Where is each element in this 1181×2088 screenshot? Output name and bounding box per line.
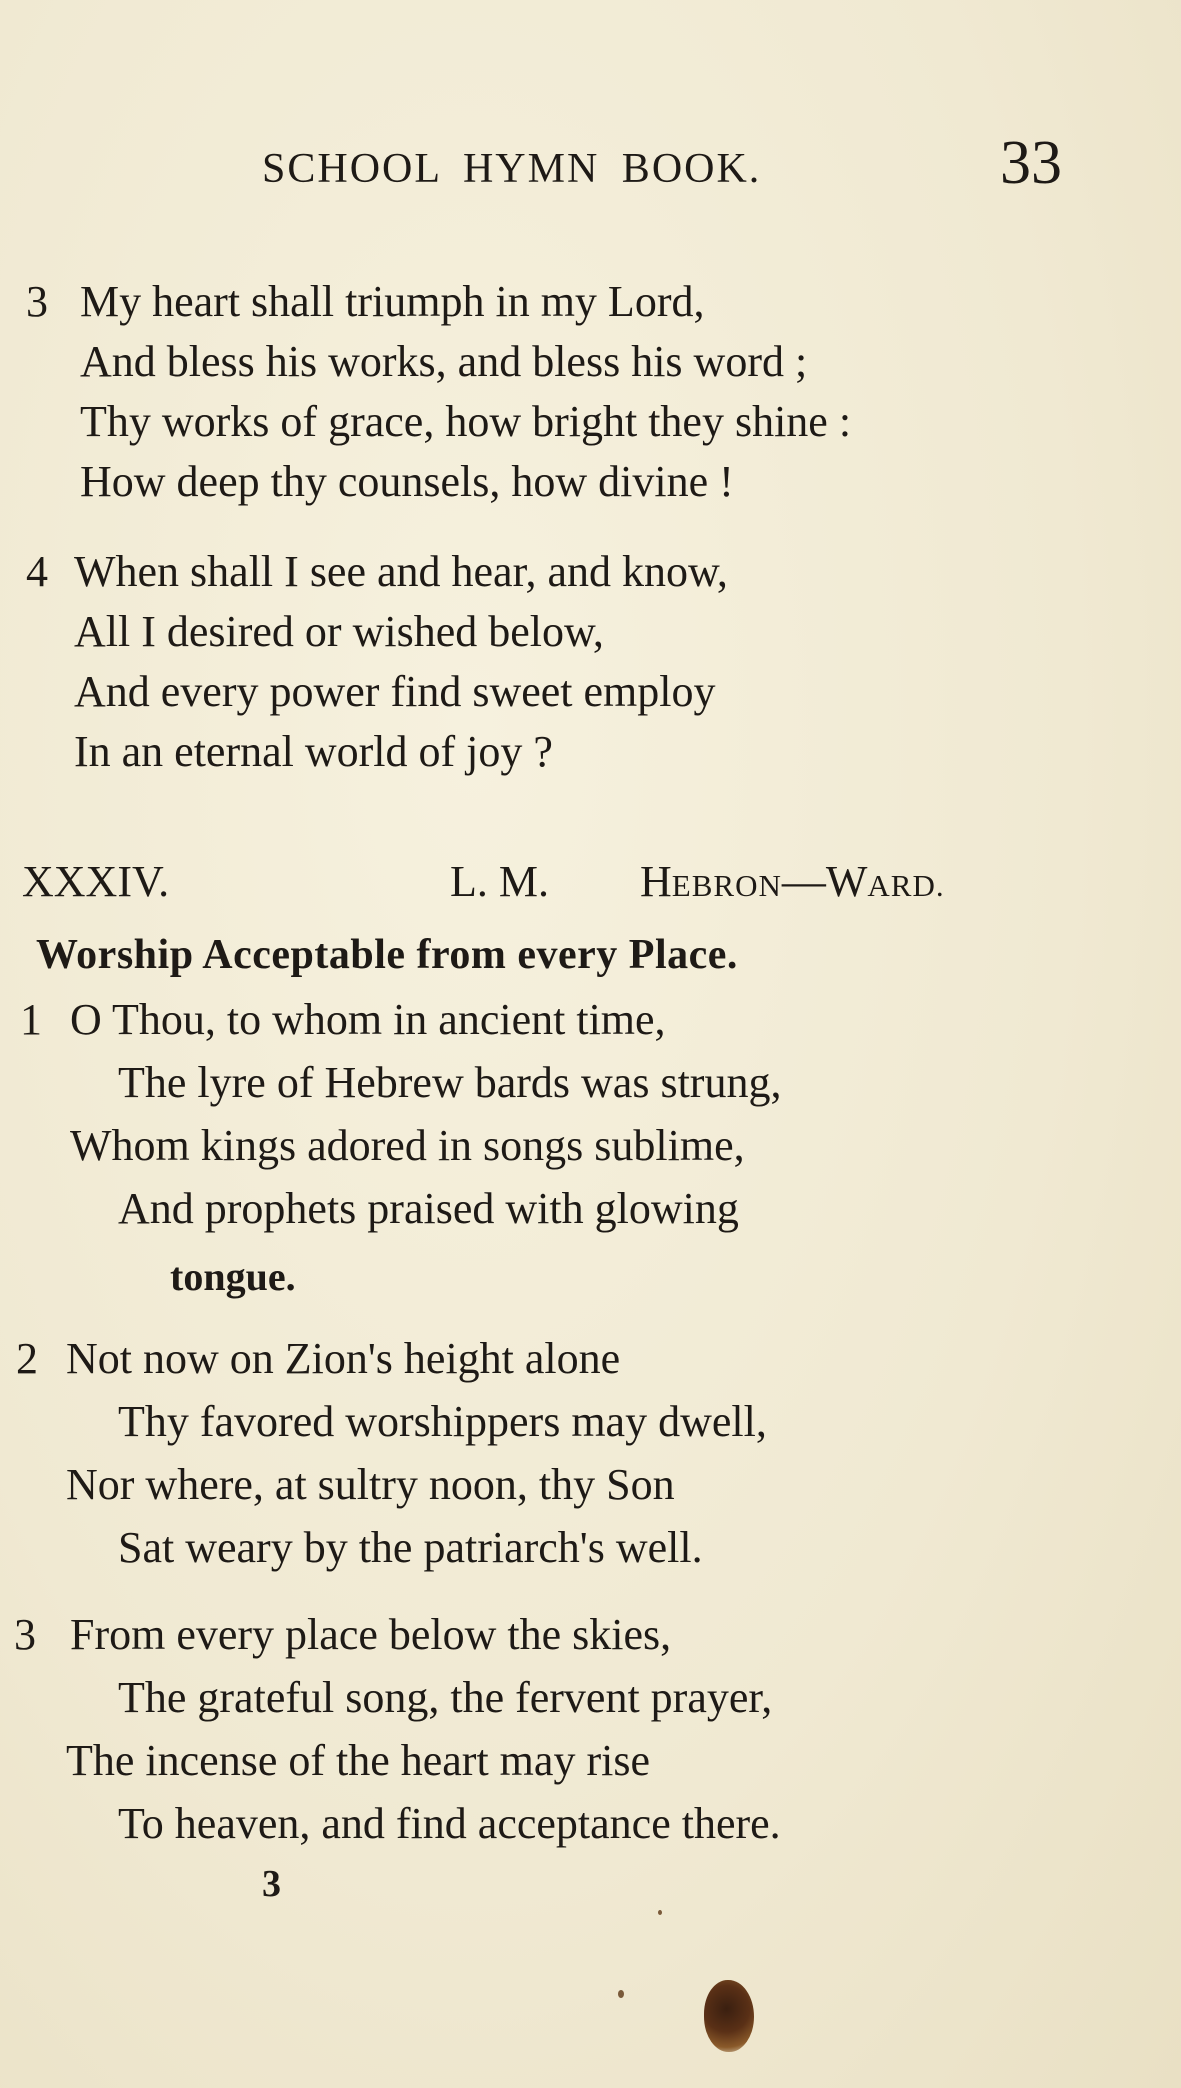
stanza-number: 4 (26, 547, 48, 596)
stanza-number: 3 (26, 277, 48, 326)
page-number: 33 (1000, 129, 1062, 197)
signature-mark: 3 (262, 1863, 281, 1905)
verse-line: How deep thy counsels, how divine ! (80, 457, 734, 506)
dash: — (781, 857, 826, 906)
verse-line: And bless his works, and bless his word ; (80, 337, 808, 386)
verse-line: The incense of the heart may rise (66, 1736, 650, 1785)
verse-line: My heart shall triumph in my Lord, (80, 277, 705, 326)
verse-line: Whom kings adored in songs sublime, (70, 1121, 745, 1170)
verse-line: The lyre of Hebrew bards was strung, (118, 1058, 782, 1107)
verse-line: And every power find sweet employ (74, 667, 716, 716)
stanza-number: 1 (20, 995, 42, 1044)
verse-line: Nor where, at sultry noon, thy Son (66, 1460, 675, 1509)
verse-line: O Thou, to whom in ancient time, (70, 995, 666, 1044)
verse-line: When shall I see and hear, and know, (74, 547, 728, 596)
verse-line: And prophets praised with glowing (118, 1184, 739, 1233)
verse-line: The grateful song, the fervent prayer, (118, 1673, 773, 1722)
verse-line: Not now on Zion's height alone (66, 1334, 621, 1383)
verse-line: Sat weary by the patriarch's well. (118, 1523, 703, 1572)
verse-line: From every place below the skies, (70, 1610, 672, 1659)
tune-rest: EBRON (671, 868, 782, 903)
ink-speck (658, 1910, 662, 1915)
tune-initial: H (640, 857, 672, 906)
hymn-meter: L. M. (450, 857, 549, 906)
foxing-stain (704, 1980, 754, 2052)
composer-rest: ARD. (867, 868, 945, 903)
verse-line: Thy works of grace, how bright they shine : (80, 397, 852, 446)
stanza-number: 3 (14, 1610, 36, 1659)
hymn-subtitle: Worship Acceptable from every Place. (36, 932, 738, 978)
running-header: SCHOOL HYMN BOOK. (262, 146, 762, 192)
hymn-tune-composer (640, 857, 945, 911)
verse-line-continuation: tongue. (170, 1254, 296, 1299)
hymn-numeral: XXXIV. (22, 857, 170, 906)
verse-line: In an eternal world of joy ? (74, 727, 553, 776)
verse-line: To heaven, and find acceptance there. (118, 1799, 781, 1848)
verse-line: All I desired or wished below, (74, 607, 604, 656)
composer-initial: W (825, 857, 868, 906)
verse-line: Thy favored worshippers may dwell, (118, 1397, 767, 1446)
ink-speck (618, 1990, 624, 1998)
stanza-number: 2 (16, 1334, 38, 1383)
